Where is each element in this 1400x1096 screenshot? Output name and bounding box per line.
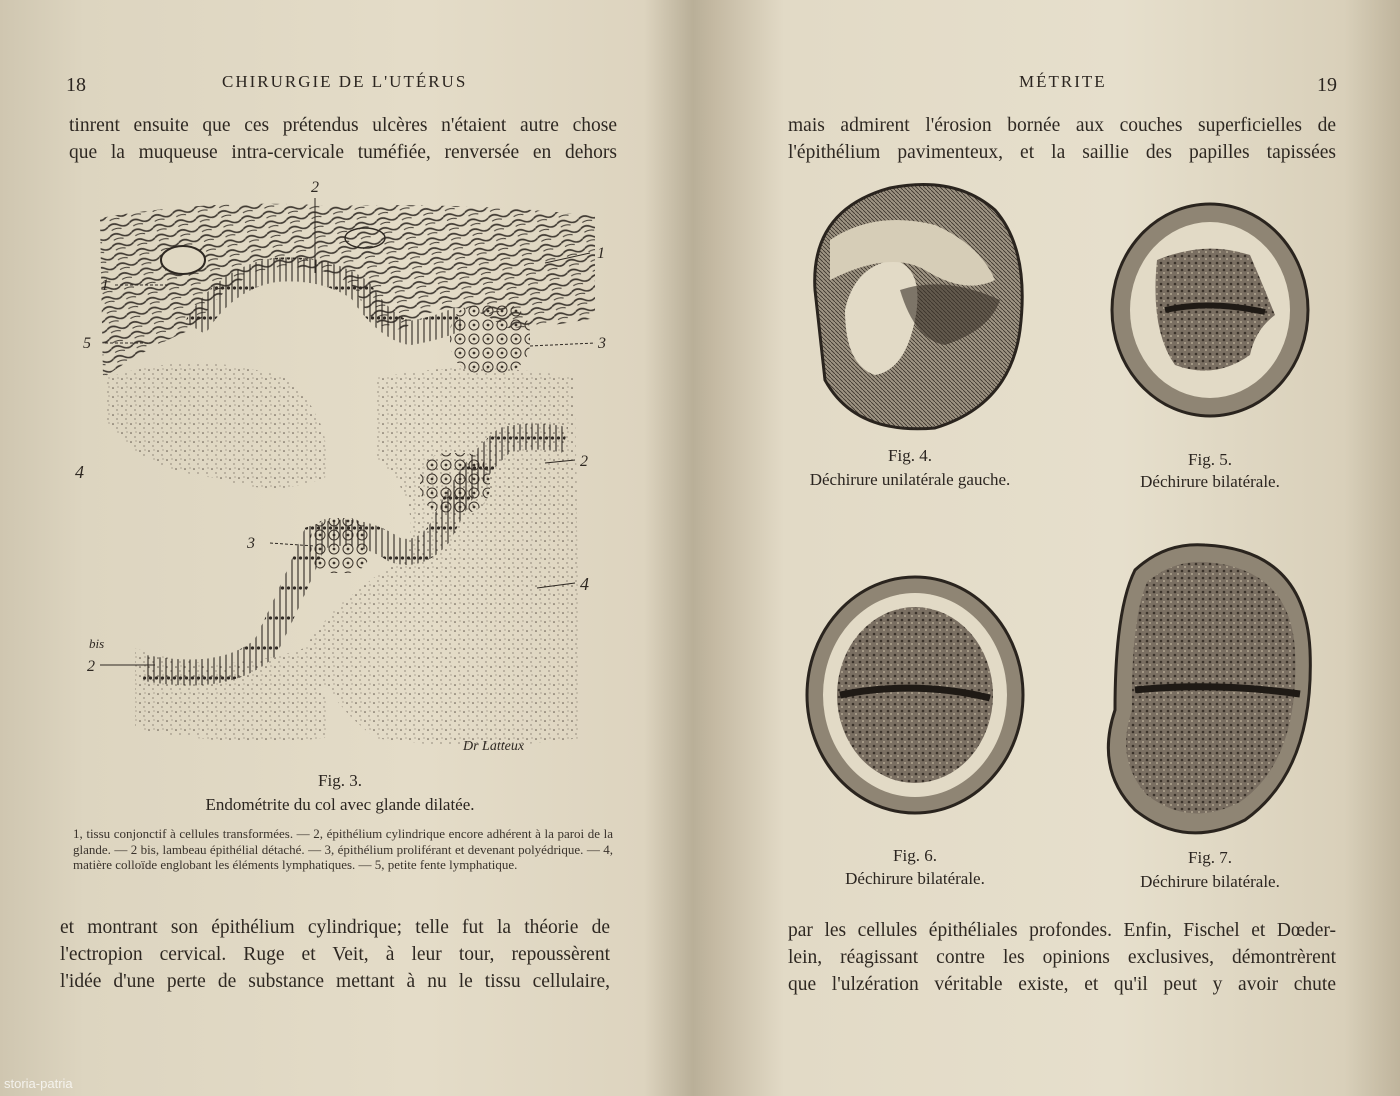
figure-label: 1 [101, 277, 109, 294]
text-line: mais admirent l'érosion bornée aux couches superficielles de [788, 115, 1336, 136]
figure-caption: Déchirure bilatérale. [845, 869, 985, 888]
page-number: 18 [66, 74, 86, 96]
text-line: l'épithélium pavimenteux, et la saillie des papilles tapissées [788, 142, 1336, 163]
figure-number: Fig. 3. [318, 771, 362, 790]
text-line: que l'ulzération véritable existe, et qu'il peut y avoir chute [788, 974, 1336, 995]
figure-label: 3 [247, 535, 255, 552]
running-head: CHIRURGIE DE L'UTÉRUS [222, 72, 468, 91]
text-line: que la muqueuse intra-cervicale tuméfiée, renversée en dehors [69, 142, 617, 163]
figure-label: 1 [597, 245, 605, 262]
text-line: par les cellules épithéliales profondes. Enfin, Fischel et Dœder- [788, 920, 1336, 941]
fig7-cervix [1108, 545, 1310, 833]
text-line: l'idée d'une perte de substance mettant à nu le tissu cellulaire, [60, 971, 610, 992]
fig5-cervix [1112, 204, 1308, 416]
figure-label: 3 [598, 335, 606, 352]
figure-label: 4 [580, 574, 589, 594]
figure-caption: Déchirure bilatérale. [1140, 472, 1280, 491]
figure-label: 4 [75, 462, 84, 482]
figure-label: bis [89, 636, 105, 651]
figure-number: Fig. 4. [888, 446, 932, 465]
page-number: 19 [1317, 74, 1337, 96]
figure-caption: Déchirure unilatérale gauche. [809, 470, 1011, 489]
figure-caption: Déchirure bilatérale. [1140, 872, 1280, 891]
text-line: et montrant son épithélium cylindrique; telle fut la théorie de [60, 917, 610, 938]
figure-number: Fig. 5. [1188, 450, 1232, 469]
body-text-top [788, 112, 1336, 166]
figure-legend: 1, tissu conjonctif à cellules transformées. — 2, épithélium cylindrique encore adhérent à la paroi de la glande. — 2 bis, lambeau épithélial détaché. — 3, épithélium proliférant et devenant polyédrique. — 4, matière colloïde englobant les éléments lymphatiques. — 5, petite fente lymphatique. [73, 826, 613, 872]
figure-label: 5 [83, 335, 91, 352]
body-text-bottom [60, 914, 610, 995]
body-text-top [69, 112, 617, 166]
running-head: MÉTRITE [1019, 72, 1107, 91]
figure-label: 2 [580, 453, 588, 470]
text-line: lein, réagissant contre les opinions exclusives, démontrèrent [788, 947, 1336, 968]
fig6-cervix [807, 577, 1023, 813]
illustrator-signature: Dr Latteux [463, 739, 525, 754]
figure-caption: Endométrite du col avec glande dilatée. [205, 795, 475, 814]
figure-number: Fig. 6. [893, 846, 937, 865]
text-line: l'ectropion cervical. Ruge et Veit, à leur tour, repoussèrent [60, 944, 610, 965]
histology-illustration [75, 178, 635, 768]
watermark: storia-patria [4, 1076, 73, 1091]
figure-number: Fig. 7. [1188, 848, 1232, 867]
body-text-bottom [788, 917, 1336, 998]
text-line: tinrent ensuite que ces prétendus ulcères n'étaient autre chose [69, 115, 617, 136]
cervix-illustrations [795, 170, 1355, 890]
fig4-cervix [815, 184, 1023, 428]
figure-label: 2 [87, 658, 95, 675]
figure-label: 2 [311, 179, 319, 196]
right-page [700, 0, 1400, 1096]
